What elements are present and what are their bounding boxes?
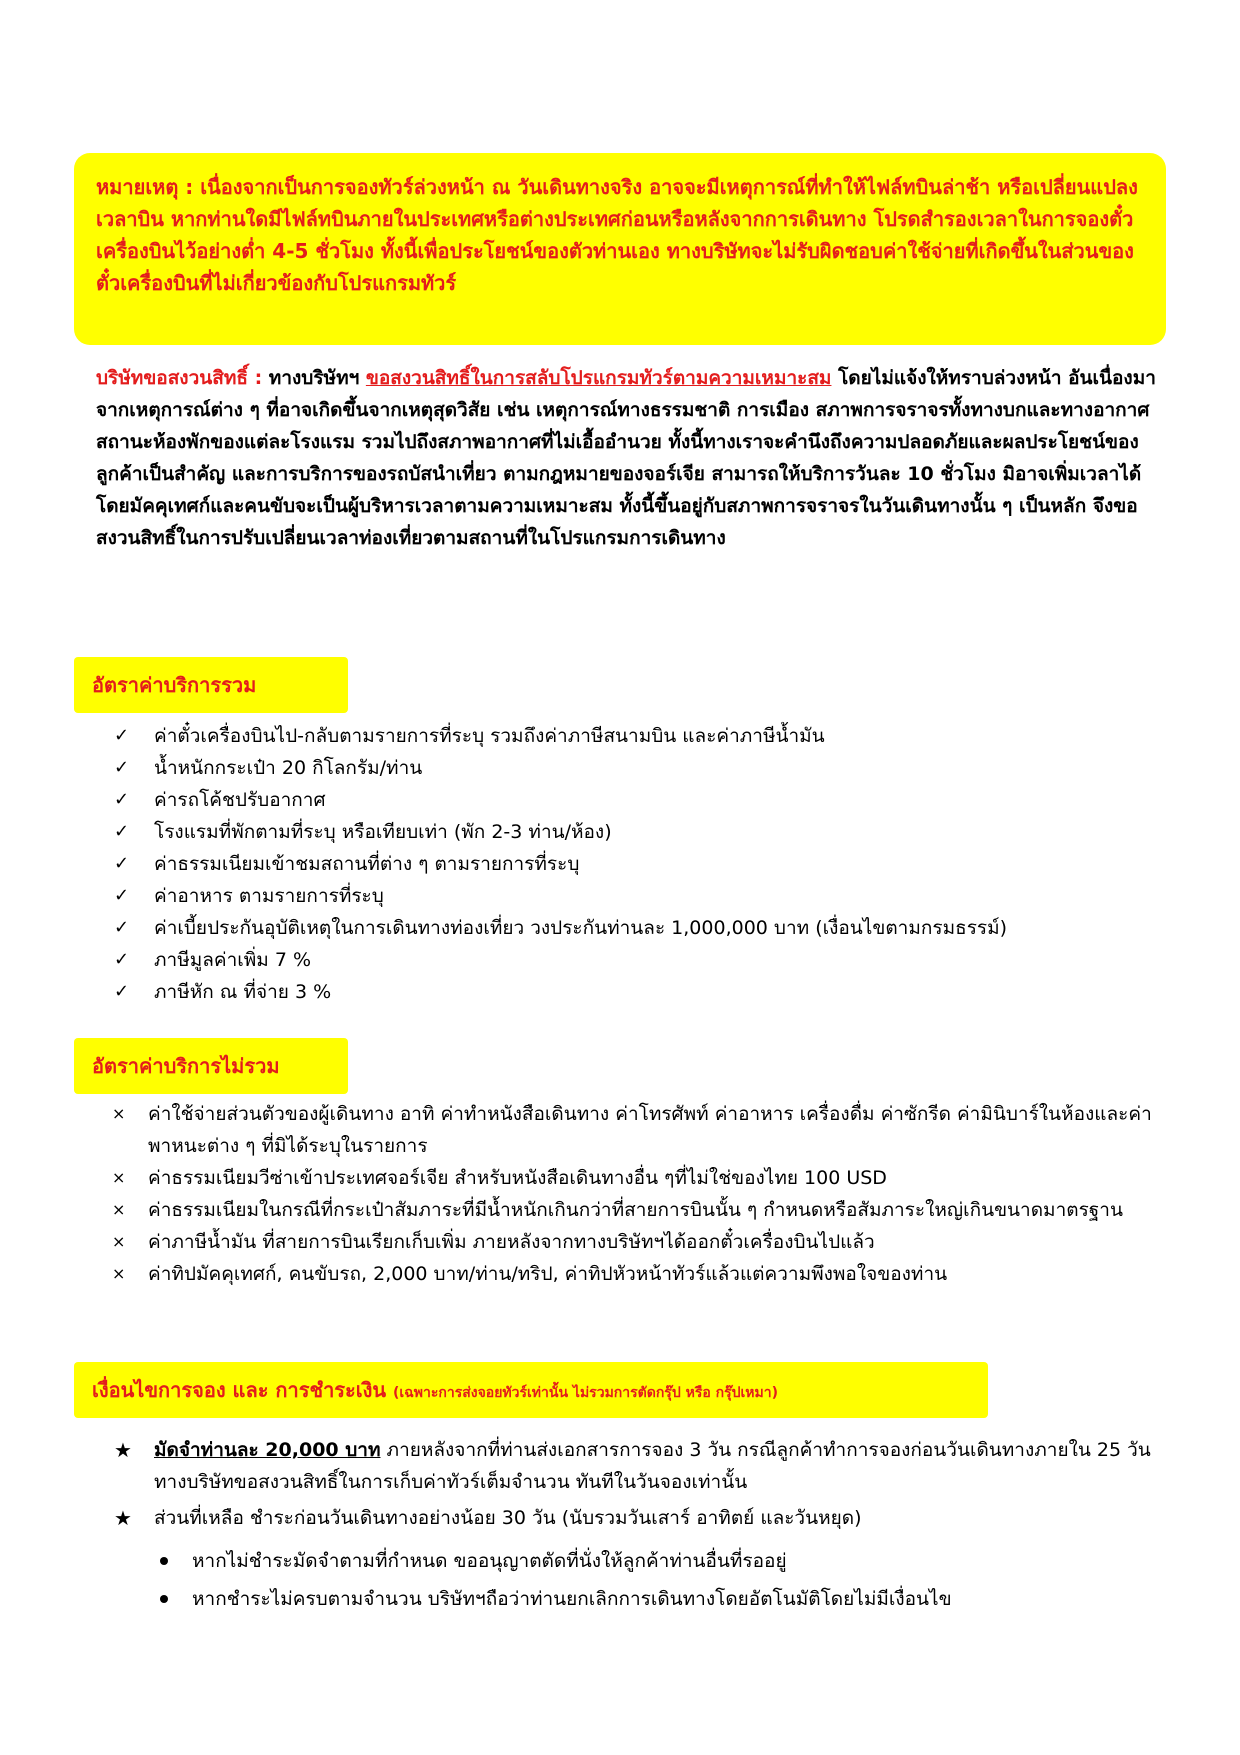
rights-label: บริษัทขอสงวนสิทธิ์ :	[96, 367, 263, 389]
list-item: ✓ ค่าอาหาร ตามรายการที่ระบุ	[114, 880, 1174, 912]
cross-icon: ×	[112, 1104, 126, 1123]
check-icon: ✓	[114, 757, 130, 778]
check-icon: ✓	[114, 981, 130, 1002]
rights-text: โดยไม่แจ้งให้ทราบล่วงหน้า อันเนื่องมาจากเหตุการณ์ต่าง ๆ ที่อาจเกิดขึ้นจากเหตุสุดวิสัย เช่น เหตุการณ์ทางธรรมชาติ การเมือง สภาพการจราจรทั้งทางบกและทางอากาศ สถานะห้องพักของแต่ละโรงแรม รวมไปถึงสภาพอากาศที่ไม่เอื้ออำนวย ทั้งนี้ทางเราจะคำนึงถึงความปลอดภัยและผลประโยชน์ของลูกค้าเป็นสำคัญ และการบริการของรถบัสนำเที่ยว ตามกฎหมายของจอร์เจีย สามารถให้บริการวันละ 10 ชั่วโมง มิอาจเพิ่มเวลาได้ โดยมัคคุเทศก์และคนขับจะเป็นผู้บริหารเวลาตามความเหมาะสม ทั้งนี้ขึ้นอยู่กับสภาพการจราจรในวันเดินทางนั้น ๆ เป็นหลัก จึงขอสงวนสิทธิ์ในการปรับเปลี่ยนเวลาท่องเที่ยวตามสถานที่ในโปรแกรมการเดินทาง	[96, 367, 1156, 549]
bullet-icon	[160, 1595, 168, 1603]
list-item: × ค่าใช้จ่ายส่วนตัวของผู้เดินทาง อาทิ ค่าทำหนังสือเดินทาง ค่าโทรศัพท์ ค่าอาหาร เครื่องดื่ม ค่าซักรีด ค่ามินิบาร์ในห้องและค่าพาหนะต่าง ๆ ที่มิได้ระบุในรายการ	[108, 1098, 1174, 1162]
list-item: × ค่าภาษีน้ำมัน ที่สายการบินเรียกเก็บเพิ่ม ภายหลังจากทางบริษัทฯได้ออกตั๋วเครื่องบินไปแล้ว	[108, 1226, 1174, 1258]
bullet-icon	[160, 1557, 168, 1565]
check-icon: ✓	[114, 949, 130, 970]
excluded-list	[108, 1098, 1174, 1290]
note-box	[74, 153, 1166, 345]
list-item: × ค่าธรรมเนียมวีซ่าเข้าประเทศจอร์เจีย สำหรับหนังสือเดินทางอื่น ๆที่ไม่ใช่ของไทย 100 USD	[108, 1162, 1174, 1194]
excluded-heading	[74, 1038, 348, 1094]
deposit-amount: มัดจำท่านละ 20,000 บาท	[154, 1439, 381, 1461]
note-text: หมายเหตุ : เนื่องจากเป็นการจองทัวร์ล่วงหน้า ณ วันเดินทางจริง อาจจะมีเหตุการณ์ที่ทำให้ไฟล์ทบินล่าช้า หรือเปลี่ยนแปลงเวลาบิน หากท่านใดมีไฟล์ทบินภายในประเทศหรือต่างประเทศก่อนหรือหลังจากการเดินทาง โปรดสำรองเวลาในการจองตั๋วเครื่องบินไว้อย่างต่ำ 4-5 ชั่วโมง ทั้งนี้เพื่อประโยชน์ของตัวท่านเอง ทางบริษัทจะไม่รับผิดชอบค่าใช้จ่ายที่เกิดขึ้นในส่วนของตั๋วเครื่องบินที่ไม่เกี่ยวข้องกับโปรแกรมทัวร์	[96, 175, 1138, 295]
list-item: หากไม่ชำระมัดจำตามที่กำหนด ขออนุญาตตัดที่นั่งให้ลูกค้าท่านอื่นที่รออยู่	[156, 1542, 1156, 1580]
booking-list	[114, 1434, 1174, 1534]
booking-sub-list	[156, 1542, 1156, 1618]
included-list	[114, 720, 1174, 1008]
cross-icon: ×	[112, 1168, 126, 1187]
cross-icon: ×	[112, 1264, 126, 1283]
list-item: × ค่าธรรมเนียมในกรณีที่กระเป๋าสัมภาระที่มีน้ำหนักเกินกว่าที่สายการบินนั้น ๆ กำหนดหรือสัมภาระใหญ่เกินขนาดมาตรฐาน	[108, 1194, 1174, 1226]
list-item: ★ ส่วนที่เหลือ ชำระก่อนวันเดินทางอย่างน้อย 30 วัน (นับรวมวันเสาร์ อาทิตย์ และวันหยุด)	[114, 1502, 1174, 1534]
cross-icon: ×	[112, 1200, 126, 1219]
included-heading	[74, 657, 348, 713]
list-item: × ค่าทิปมัคคุเทศก์, คนขับรถ, 2,000 บาท/ท่าน/ทริป, ค่าทิปหัวหน้าทัวร์แล้วแต่ความพึงพอใจของท่าน	[108, 1258, 1174, 1290]
rights-underlined: ขอสงวนสิทธิ์ในการสลับโปรแกรมทัวร์ตามความเหมาะสม	[365, 367, 832, 389]
list-item: ✓ ค่าธรรมเนียมเข้าชมสถานที่ต่าง ๆ ตามรายการที่ระบุ	[114, 848, 1174, 880]
list-item: ★ มัดจำท่านละ 20,000 บาท ภายหลังจากที่ท่านส่งเอกสารการจอง 3 วัน กรณีลูกค้าทำการจองก่อนวันเดินทางภายใน 25 วัน ทางบริษัทขอสงวนสิทธิ์ในการเก็บค่าทัวร์เต็มจำนวน ทันทีในวันจองเท่านั้น	[114, 1434, 1174, 1498]
check-icon: ✓	[114, 853, 130, 874]
check-icon: ✓	[114, 821, 130, 842]
rights-lead: ทางบริษัทฯ	[262, 367, 366, 389]
list-item: ✓ น้ำหนักกระเป๋า 20 กิโลกรัม/ท่าน	[114, 752, 1174, 784]
list-item: ✓ ภาษีหัก ณ ที่จ่าย 3 %	[114, 976, 1174, 1008]
booking-heading-text: เงื่อนไขการจอง และ การชำระเงิน	[92, 1378, 387, 1402]
included-heading-text: อัตราค่าบริการรวม	[92, 673, 257, 697]
cross-icon: ×	[112, 1232, 126, 1251]
star-icon: ★	[114, 1438, 132, 1462]
excluded-heading-text: อัตราค่าบริการไม่รวม	[92, 1054, 280, 1078]
rights-paragraph	[96, 362, 1166, 554]
check-icon: ✓	[114, 725, 130, 746]
list-item: ✓ โรงแรมที่พักตามที่ระบุ หรือเทียบเท่า (พัก 2-3 ท่าน/ห้อง)	[114, 816, 1174, 848]
list-item: ✓ ค่าเบี้ยประกันอุบัติเหตุในการเดินทางท่องเที่ยว วงประกันท่านละ 1,000,000 บาท (เงื่อนไขตามกรมธรรม์)	[114, 912, 1174, 944]
list-item: หากชำระไม่ครบตามจำนวน บริษัทฯถือว่าท่านยกเลิกการเดินทางโดยอัตโนมัติโดยไม่มีเงื่อนไข	[156, 1580, 1156, 1618]
star-icon: ★	[114, 1506, 132, 1530]
check-icon: ✓	[114, 917, 130, 938]
check-icon: ✓	[114, 789, 130, 810]
list-item: ✓ ภาษีมูลค่าเพิ่ม 7 %	[114, 944, 1174, 976]
list-item: ✓ ค่าตั๋วเครื่องบินไป-กลับตามรายการที่ระบุ รวมถึงค่าภาษีสนามบิน และค่าภาษีน้ำมัน	[114, 720, 1174, 752]
check-icon: ✓	[114, 885, 130, 906]
booking-heading	[74, 1362, 988, 1418]
list-item: ✓ ค่ารถโค้ชปรับอากาศ	[114, 784, 1174, 816]
booking-heading-note: (เฉพาะการส่งจอยทัวร์เท่านั้น ไม่รวมการตัดกรุ๊ป หรือ กรุ๊ปเหมา)	[393, 1385, 779, 1401]
